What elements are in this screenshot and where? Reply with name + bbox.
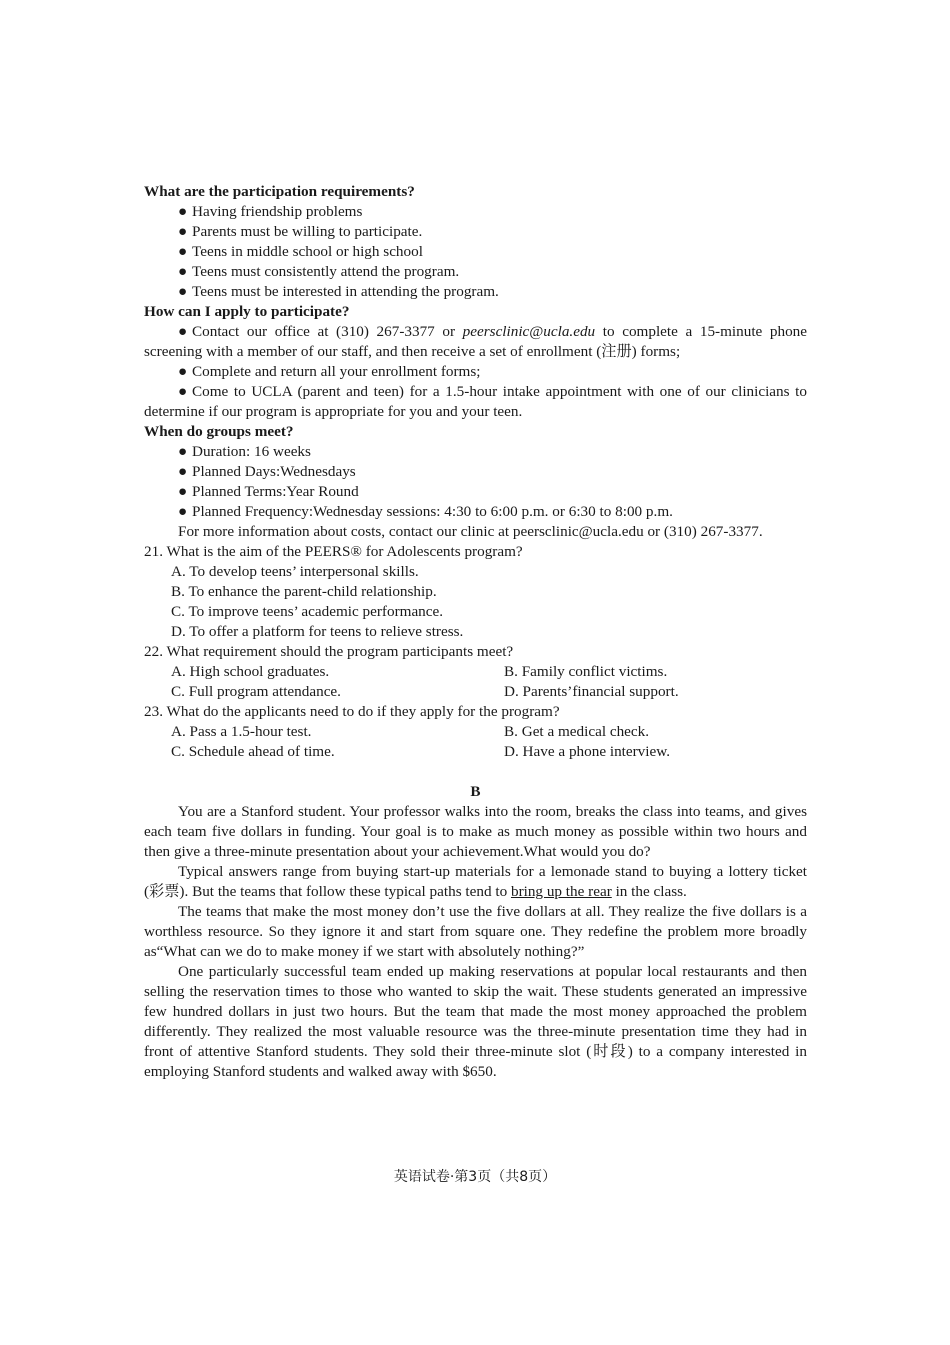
- q22-option-b: B. Family conflict victims.: [504, 663, 668, 680]
- meet-item: ● Planned Frequency:Wednesday sessions: 4:30 to 6:00 p.m. or 6:30 to 8:00 p.m.: [178, 503, 673, 520]
- bullet-icon: ●: [178, 223, 188, 240]
- page-footer: 英语试卷·第3页（共8页）: [393, 1169, 557, 1185]
- requirement-item: ● Teens must consistently attend the program.: [178, 263, 460, 280]
- apply-item: ● Complete and return all your enrollment forms;: [178, 363, 481, 380]
- exam-page: [144, 182, 807, 1082]
- bullet-icon: ●: [178, 203, 188, 220]
- underlined-phrase: bring up the rear: [510, 883, 612, 900]
- passage-b-paragraph-1: You are a Stanford student. Your professor walks into the room, breaks the class into teams, and gives each team five dollars in funding. Your goal is to make as much money as possible within two hours and then give a three-minute presentation about your achievement.What would you do?: [144, 803, 807, 860]
- q23-options-row: [144, 742, 807, 762]
- q22-options-row: [144, 662, 807, 682]
- passage-b-paragraph-2: Typical answers range from buying start-up materials for a lemonade stand to buying a lottery ticket (彩票). But the teams that follow these typical paths tend to bring up the rear in the class.: [144, 863, 807, 900]
- bullet-icon: ●: [178, 363, 188, 380]
- q21-option-b: B. To enhance the parent-child relationship.: [171, 583, 437, 600]
- q23-option-d: D. Have a phone interview.: [504, 743, 671, 760]
- question-21: 21. What is the aim of the PEERS® for Adolescents program?: [144, 543, 523, 560]
- q22-option-c: C. Full program attendance.: [171, 683, 341, 700]
- requirement-item: ● Parents must be willing to participate.: [178, 223, 423, 240]
- meet-item: ● Duration: 16 weeks: [178, 443, 311, 460]
- bullet-icon: ●: [178, 483, 188, 500]
- meet-heading: When do groups meet?: [144, 423, 294, 440]
- requirements-heading: What are the participation requirements?: [144, 183, 415, 200]
- passage-b-paragraph-4: One particularly successful team ended up making reservations at popular local restaurants and then selling the reservation times to those who wanted to skip the wait. These students generated an impressive few hundred dollars in just two hours. But the team that made the most money approached the problem differently. They realized the most valuable resource was the three-minute presentation time they had in front of attentive Stanford students. They sold their three-minute slot (时段) to a company interested in employing Stanford students and walked away with $650.: [144, 963, 807, 1080]
- section-b-heading: B: [470, 783, 481, 800]
- q21-option-a: A. To develop teens’ interpersonal skills.: [171, 563, 419, 580]
- q23-option-b: B. Get a medical check.: [504, 723, 650, 740]
- q22-options-row: [144, 682, 807, 702]
- bullet-icon: ●: [178, 443, 188, 460]
- meet-item: ● Planned Days:Wednesdays: [178, 463, 356, 480]
- bullet-icon: ●: [178, 243, 188, 260]
- question-22: 22. What requirement should the program participants meet?: [144, 643, 514, 660]
- meet-item: ● Planned Terms:Year Round: [178, 483, 359, 500]
- requirement-item: ● Teens must be interested in attending the program.: [178, 283, 499, 300]
- q21-option-c: C. To improve teens’ academic performance.: [171, 603, 444, 620]
- apply-item: ● Come to UCLA (parent and teen) for a 1.5-hour intake appointment with one of our clinicians to determine if our program is appropriate for you and your teen.: [144, 383, 807, 420]
- passage-b-paragraph-3: The teams that make the most money don’t use the five dollars at all. They realize the five dollars is a worthless resource. So they ignore it and start from square one. They redefine the problem more broadly as“What can we do to make money if we start with absolutely nothing?”: [144, 903, 807, 960]
- bullet-icon: ●: [178, 463, 188, 480]
- meet-note: For more information about costs, contact our clinic at peersclinic@ucla.edu or (310) 267-3377.: [178, 523, 763, 540]
- question-23: 23. What do the applicants need to do if they apply for the program?: [144, 703, 560, 720]
- bullet-icon: ●: [178, 263, 188, 280]
- q22-option-d: D. Parents’financial support.: [504, 683, 679, 700]
- q22-option-a: A. High school graduates.: [171, 663, 330, 680]
- q23-option-a: A. Pass a 1.5-hour test.: [171, 723, 312, 740]
- bullet-icon: ●: [178, 503, 188, 520]
- q21-option-d: D. To offer a platform for teens to relieve stress.: [171, 623, 464, 640]
- requirement-item: ● Teens in middle school or high school: [178, 243, 423, 260]
- q23-option-c: C. Schedule ahead of time.: [171, 743, 335, 760]
- requirement-item: ● Having friendship problems: [178, 203, 363, 220]
- bullet-icon: ●: [178, 323, 188, 340]
- bullet-icon: ●: [178, 383, 188, 400]
- apply-heading: How can I apply to participate?: [144, 303, 350, 320]
- bullet-icon: ●: [178, 283, 188, 300]
- apply-item: ● Contact our office at (310) 267-3377 or peersclinic@ucla.edu to complete a 15-minute phone screening with a member of our staff, and then receive a set of enrollment (注册) forms;: [144, 323, 808, 360]
- email-text: peersclinic@ucla.edu: [462, 323, 596, 340]
- q23-options-row: [144, 722, 807, 742]
